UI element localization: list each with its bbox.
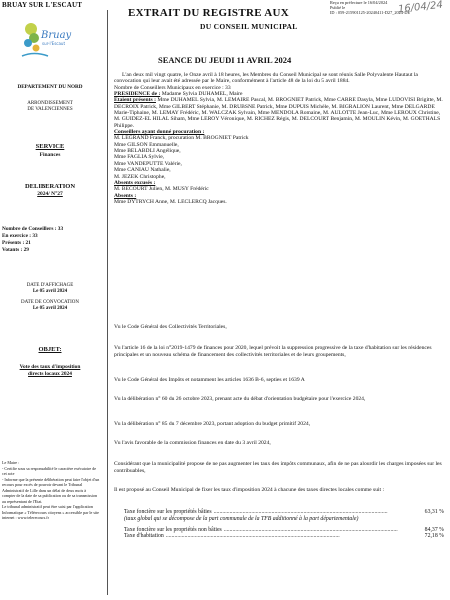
excuses-label: Absents excusés : [114,179,156,186]
procuration-item: M. LEGRAND Franck, procuration M. BROGNIET Patrick [114,135,249,142]
svg-text:sur-l'Escaut: sur-l'Escaut [42,41,66,46]
absents-value: Mme DYTRYCH Anne, M. LECLERCQ Jacques. [114,198,227,205]
service-label: SERVICE [35,143,65,150]
document-title: EXTRAIT DU REGISTRE AUX [128,7,290,19]
vu-cgct: Vu le Code Général des Collectivités Territoriales, [114,324,227,330]
presidence-label: PRESIDENCE de : [114,91,161,98]
seance-title: SEANCE DU JEUDI 11 AVRIL 2024 [158,55,292,65]
tax-leader: ........................................................................................................................ [223,526,398,533]
tax-label: Taxe d'habitation [124,533,164,540]
stamp-line: Reçu en préfecture le 16/04/2024 [330,0,388,5]
presidence-value: Madame Sylvia DUHAMEL, Maire [161,91,243,98]
arrondissement-line1: ARRONDISSEMENT [27,101,73,106]
quorum-line: Nombre de Conseillers Municipaux en exercice : 33 [114,84,231,91]
stamp-line: Publié le [330,5,346,11]
counts-block [2,226,63,254]
count-line: Nombre de Conseillers : 33 [2,226,64,232]
deliberation-number: 2024/ N°27 [37,191,63,197]
date-affichage-label: DATE D'AFFICHAGE [26,283,74,288]
left-column [0,0,108,600]
procuration-item: Mme FAGLIA Sylvie, [114,154,165,161]
taxes-block [124,509,444,540]
procuration-item: Mme VANDEPUTTE Valérie, [114,160,182,167]
absents-label: Absents : [114,192,137,199]
date-affichage-value: Le 05 avril 2024 [32,289,68,294]
vu-loi-finances: Vu l'article 16 de la loi n°2019-1479 de finances pour 2020, lequel prévoit la suppression progressive de la taxe d'habitation sur les résidences principales et un nouveau schéma de financement des collectivités territoriales et de leurs groupements, [114,345,432,358]
town-logo [18,18,72,62]
tax-label: Taxe foncière sur les propriétés bâties [124,509,212,515]
deliberation-label: DELIBERATION [24,183,76,190]
objet-label: OBJET: [38,346,62,353]
intro-paragraph: L'an deux mil vingt quatre, le Onze avril à 18 heures, les Membres du Conseil Municipal se sont réunis Salle Polyvalente Hautaut la convocation qui leur avait été adressée par le Maire, conformément à l'article 48 de la loi du 5 avril 1884. [114,72,418,85]
proposition: Il est proposé au Conseil Municipal de fixer les taux d'imposition 2024 à chacune des taxes directes locales comme suit : [114,487,385,493]
objet-line1: Vote des taux d'imposition [19,364,81,370]
date-convocation-label: DATE DE CONVOCATION [20,300,80,305]
arrondissement-line2: DE VALENCIENNES [27,107,73,112]
tax-row [124,527,444,534]
objet-line2: directs locaux 2024 [28,371,72,377]
stamp-line: ID : 059-215901125-20240411-D27_2024-DE [330,10,411,16]
count-line: Présents : 21 [2,240,31,246]
legal-note: Le Maire : - Certifie sous sa responsabilité le caractère exécutoire de cet acte - Informe que la présente délibération peut faire l'objet d'un recours pour excès de pouvoir devant le Tribunal Administratif de Lille dans un délai de deux mois à compter de la date de sa publication ou de sa transmission au représentant de l'Etat. Le tribunal administratif peut être saisi par l'application Informatique « Télérecours citoyens » accessible par le site internet : www.telerecours.fr [2,460,100,520]
procuration-item: Mme CANIAU Nathalie, [114,167,171,174]
svg-text:Bruay: Bruay [41,30,72,41]
handwritten-date: 16/04/24 [397,0,444,16]
excuses-value: M. BECOURT Julien, M. MUSY Frédéric [114,186,209,193]
tax-leader: ........................................................................................................................ [165,533,340,540]
vu-avis-commission: Vu l'avis favorable de la commission finances en date du 3 avril 2024, [114,440,271,446]
document-subtitle: DU CONSEIL MUNICIPAL [200,22,298,31]
vu-cgi: Vu le Code Général des Impôts et notamment les articles 1636 B-6, septies et 1639 A [114,377,305,383]
vu-deliberation-85: Vu la délibération n° 85 du 7 décembre 2023, portant adoption du budget primitif 2024, [114,421,311,427]
tax-label: Taxe foncière sur les propriétés non bâties [124,526,222,533]
procuration-item: Mme GILSON Emmanuelle, [114,141,179,148]
tax-value: 72,18 % [424,533,444,540]
count-line: Votants : 29 [2,247,29,253]
tax-row [124,509,444,516]
procuration-item: M. JEZEK Christophe, [114,173,166,180]
tax-note: (taux global qui se décompose de la part communale de la TFB additionné à la part départementale) [124,515,359,522]
column-divider [107,10,108,595]
tax-leader: ........................................................................................................................ [213,509,388,515]
considerant: Considérant que la municipalité propose de ne pas augmenter les taux des impôts communaux, afin de ne pas alourdir les charges imposées sur les contribuables, [114,461,442,474]
tax-value: 84,37 % [424,526,444,533]
count-line: En exercice : 33 [2,233,38,239]
procurations-label: Conseillers ayant donné procuration : [114,129,205,136]
vu-deliberation-60: Vu la délibération n° 60 du 26 octobre 2023, prenant acte du débat d'orientation budgétaire pour l'exercice 2024, [114,396,366,402]
presents-label: Etaient présents : [114,97,156,104]
deliberation-body [114,72,446,205]
tax-value: 63,31 % [424,509,444,515]
presents-value: Mme DUHAMEL Sylvia, M. LEMAIRE Pascal, M. BROGNIET Patrick, Mme CARRE Dasyla, Mme LUDOVISI Brigitte, M. DECROIX Patrick, Mme GILBERT Stéphanie, M. DRUBSNE Patrick, Mme DUPUIS Michèle, M. BIGRALION Laurent, Mme DELGARDE Marie-Tiphaine, M. LEMAY Frédéric, M. WALCZAK Sylvain, Mme MENDOLA Romaine, M. AULOTTE Jean-Luc, Mme LEROUX Christine, M. GUIDEZ-EL HILAL Siham, Mme LEROY Véronique, M. RICHEZ Régis, M. DELCOURT Benjamin, M. MOULIN Kévin, M. GOETHALS Philippe. [114,97,443,129]
town-name: BRUAY SUR L'ESCAUT [2,1,83,9]
service-value: Finances [39,152,61,158]
tax-row [124,533,444,540]
date-convocation-value: Le 05 avril 2024 [32,306,68,311]
department: DEPARTEMENT DU NORD [17,84,83,90]
procuration-item: Mme BELABDLI Angélique, [114,148,181,155]
